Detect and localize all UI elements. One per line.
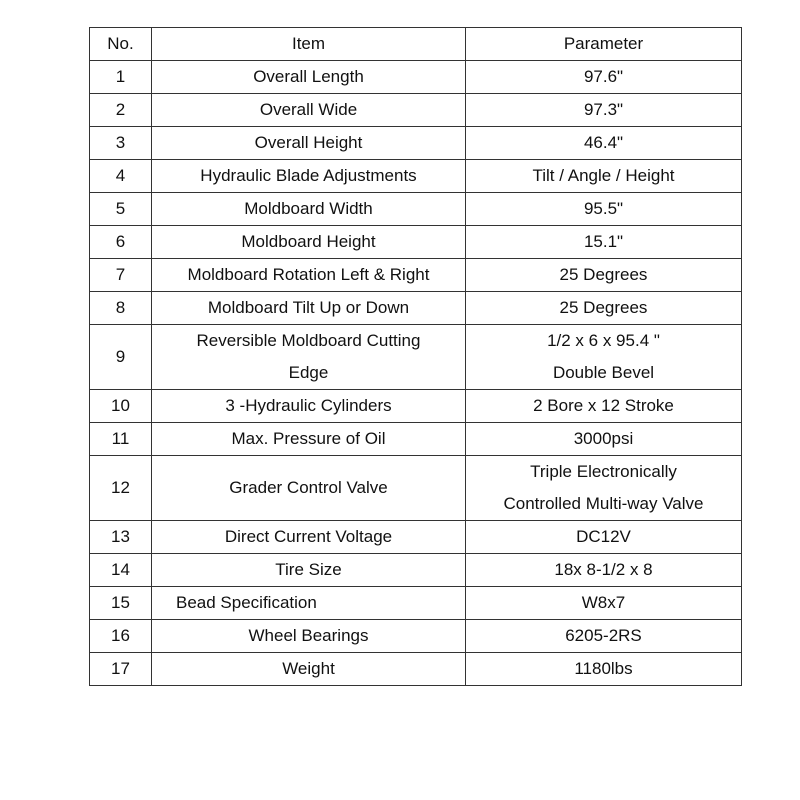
table-row	[90, 61, 742, 94]
row-parameter-text: 1180lbs	[574, 659, 633, 678]
row-number: 4	[90, 160, 152, 193]
row-parameter-text: 25 Degrees	[559, 265, 648, 284]
table-row	[90, 423, 742, 456]
row-item-text: Wheel Bearings	[248, 626, 369, 645]
table-row	[90, 554, 742, 587]
row-number: 9	[90, 325, 152, 390]
table-row	[90, 587, 742, 620]
row-item	[152, 226, 466, 259]
header-item: Item	[152, 28, 466, 61]
row-parameter	[466, 390, 742, 423]
table-row	[90, 259, 742, 292]
row-number: 10	[90, 390, 152, 423]
row-item-text: Reversible Moldboard Cutting	[196, 331, 421, 350]
table-row	[90, 390, 742, 423]
row-number: 8	[90, 292, 152, 325]
row-item	[152, 587, 466, 620]
row-item-text: 3 -Hydraulic Cylinders	[225, 396, 392, 415]
row-item	[152, 61, 466, 94]
row-number: 3	[90, 127, 152, 160]
row-item	[152, 325, 466, 390]
row-number: 11	[90, 423, 152, 456]
row-number: 15	[90, 587, 152, 620]
row-parameter	[466, 160, 742, 193]
row-item	[152, 521, 466, 554]
row-item-text: Moldboard Tilt Up or Down	[207, 298, 410, 317]
row-number: 5	[90, 193, 152, 226]
row-item	[152, 127, 466, 160]
table-row	[90, 456, 742, 521]
row-parameter-text: Controlled Multi-way Valve	[503, 494, 704, 513]
row-number: 14	[90, 554, 152, 587]
row-item	[152, 554, 466, 587]
row-item-text: Hydraulic Blade Adjustments	[200, 166, 417, 185]
row-item	[152, 292, 466, 325]
row-parameter	[466, 193, 742, 226]
row-parameter-text: 97.3"	[583, 100, 624, 119]
row-parameter	[466, 127, 742, 160]
row-item-text: Overall Length	[253, 67, 364, 86]
table-row	[90, 226, 742, 259]
row-parameter	[466, 292, 742, 325]
row-parameter-text: DC12V	[576, 527, 631, 546]
row-parameter	[466, 325, 742, 390]
row-parameter-text: 15.1"	[583, 232, 624, 251]
row-item	[152, 94, 466, 127]
row-parameter-text: 46.4"	[583, 133, 624, 152]
row-parameter-text: 25 Degrees	[559, 298, 648, 317]
row-parameter-text: 2 Bore x 12 Stroke	[533, 396, 674, 415]
row-parameter-text: Tilt / Angle / Height	[532, 166, 675, 185]
row-parameter	[466, 456, 742, 521]
row-parameter	[466, 554, 742, 587]
row-item-text: Moldboard Height	[241, 232, 376, 251]
table-row	[90, 160, 742, 193]
row-item	[152, 160, 466, 193]
row-parameter-text: 18x 8-1/2 x 8	[554, 560, 653, 579]
row-number: 2	[90, 94, 152, 127]
row-number: 13	[90, 521, 152, 554]
table-row	[90, 193, 742, 226]
header-no: No.	[90, 28, 152, 61]
row-parameter	[466, 259, 742, 292]
row-parameter-text: 6205-2RS	[565, 626, 642, 645]
row-item	[152, 653, 466, 686]
row-parameter-text: 95.5"	[583, 199, 624, 218]
row-parameter-text: 1/2 x 6 x 95.4 "	[547, 331, 660, 350]
spec-table	[89, 27, 742, 686]
row-parameter-text: 3000psi	[573, 429, 634, 448]
row-item	[152, 423, 466, 456]
row-parameter-text: W8x7	[581, 593, 626, 612]
row-item	[152, 259, 466, 292]
row-number: 6	[90, 226, 152, 259]
row-item-text: Tire Size	[275, 560, 342, 579]
row-item-text: Bead Specification	[176, 593, 317, 612]
row-item-text: Overall Height	[254, 133, 363, 152]
table-row	[90, 521, 742, 554]
table-header-row	[90, 28, 742, 61]
row-parameter	[466, 61, 742, 94]
row-parameter	[466, 620, 742, 653]
row-item	[152, 620, 466, 653]
row-parameter	[466, 423, 742, 456]
row-item	[152, 390, 466, 423]
row-number: 7	[90, 259, 152, 292]
row-number: 17	[90, 653, 152, 686]
table-row	[90, 325, 742, 390]
row-number: 12	[90, 456, 152, 521]
row-item-text: Weight	[282, 659, 335, 678]
table-row	[90, 620, 742, 653]
row-parameter	[466, 226, 742, 259]
row-item-text: Max. Pressure of Oil	[231, 429, 386, 448]
table-row	[90, 292, 742, 325]
row-number: 1	[90, 61, 152, 94]
row-item	[152, 193, 466, 226]
row-parameter-text: Double Bevel	[552, 363, 655, 382]
row-item	[152, 456, 466, 521]
table-row	[90, 94, 742, 127]
row-item-text: Grader Control Valve	[229, 478, 388, 497]
row-parameter-text: 97.6"	[583, 67, 624, 86]
row-parameter-text: Triple Electronically	[530, 462, 677, 481]
row-number: 16	[90, 620, 152, 653]
table-row	[90, 127, 742, 160]
row-parameter	[466, 653, 742, 686]
table-row	[90, 653, 742, 686]
row-item-text: Moldboard Width	[244, 199, 373, 218]
row-item-text: Direct Current Voltage	[224, 527, 393, 546]
row-item-text: Moldboard Rotation Left & Right	[187, 265, 430, 284]
row-parameter	[466, 521, 742, 554]
row-item-text: Edge	[288, 363, 329, 382]
row-parameter	[466, 94, 742, 127]
header-parameter: Parameter	[466, 28, 742, 61]
row-item-text: Overall Wide	[259, 100, 358, 119]
row-parameter	[466, 587, 742, 620]
table-body	[90, 61, 742, 686]
